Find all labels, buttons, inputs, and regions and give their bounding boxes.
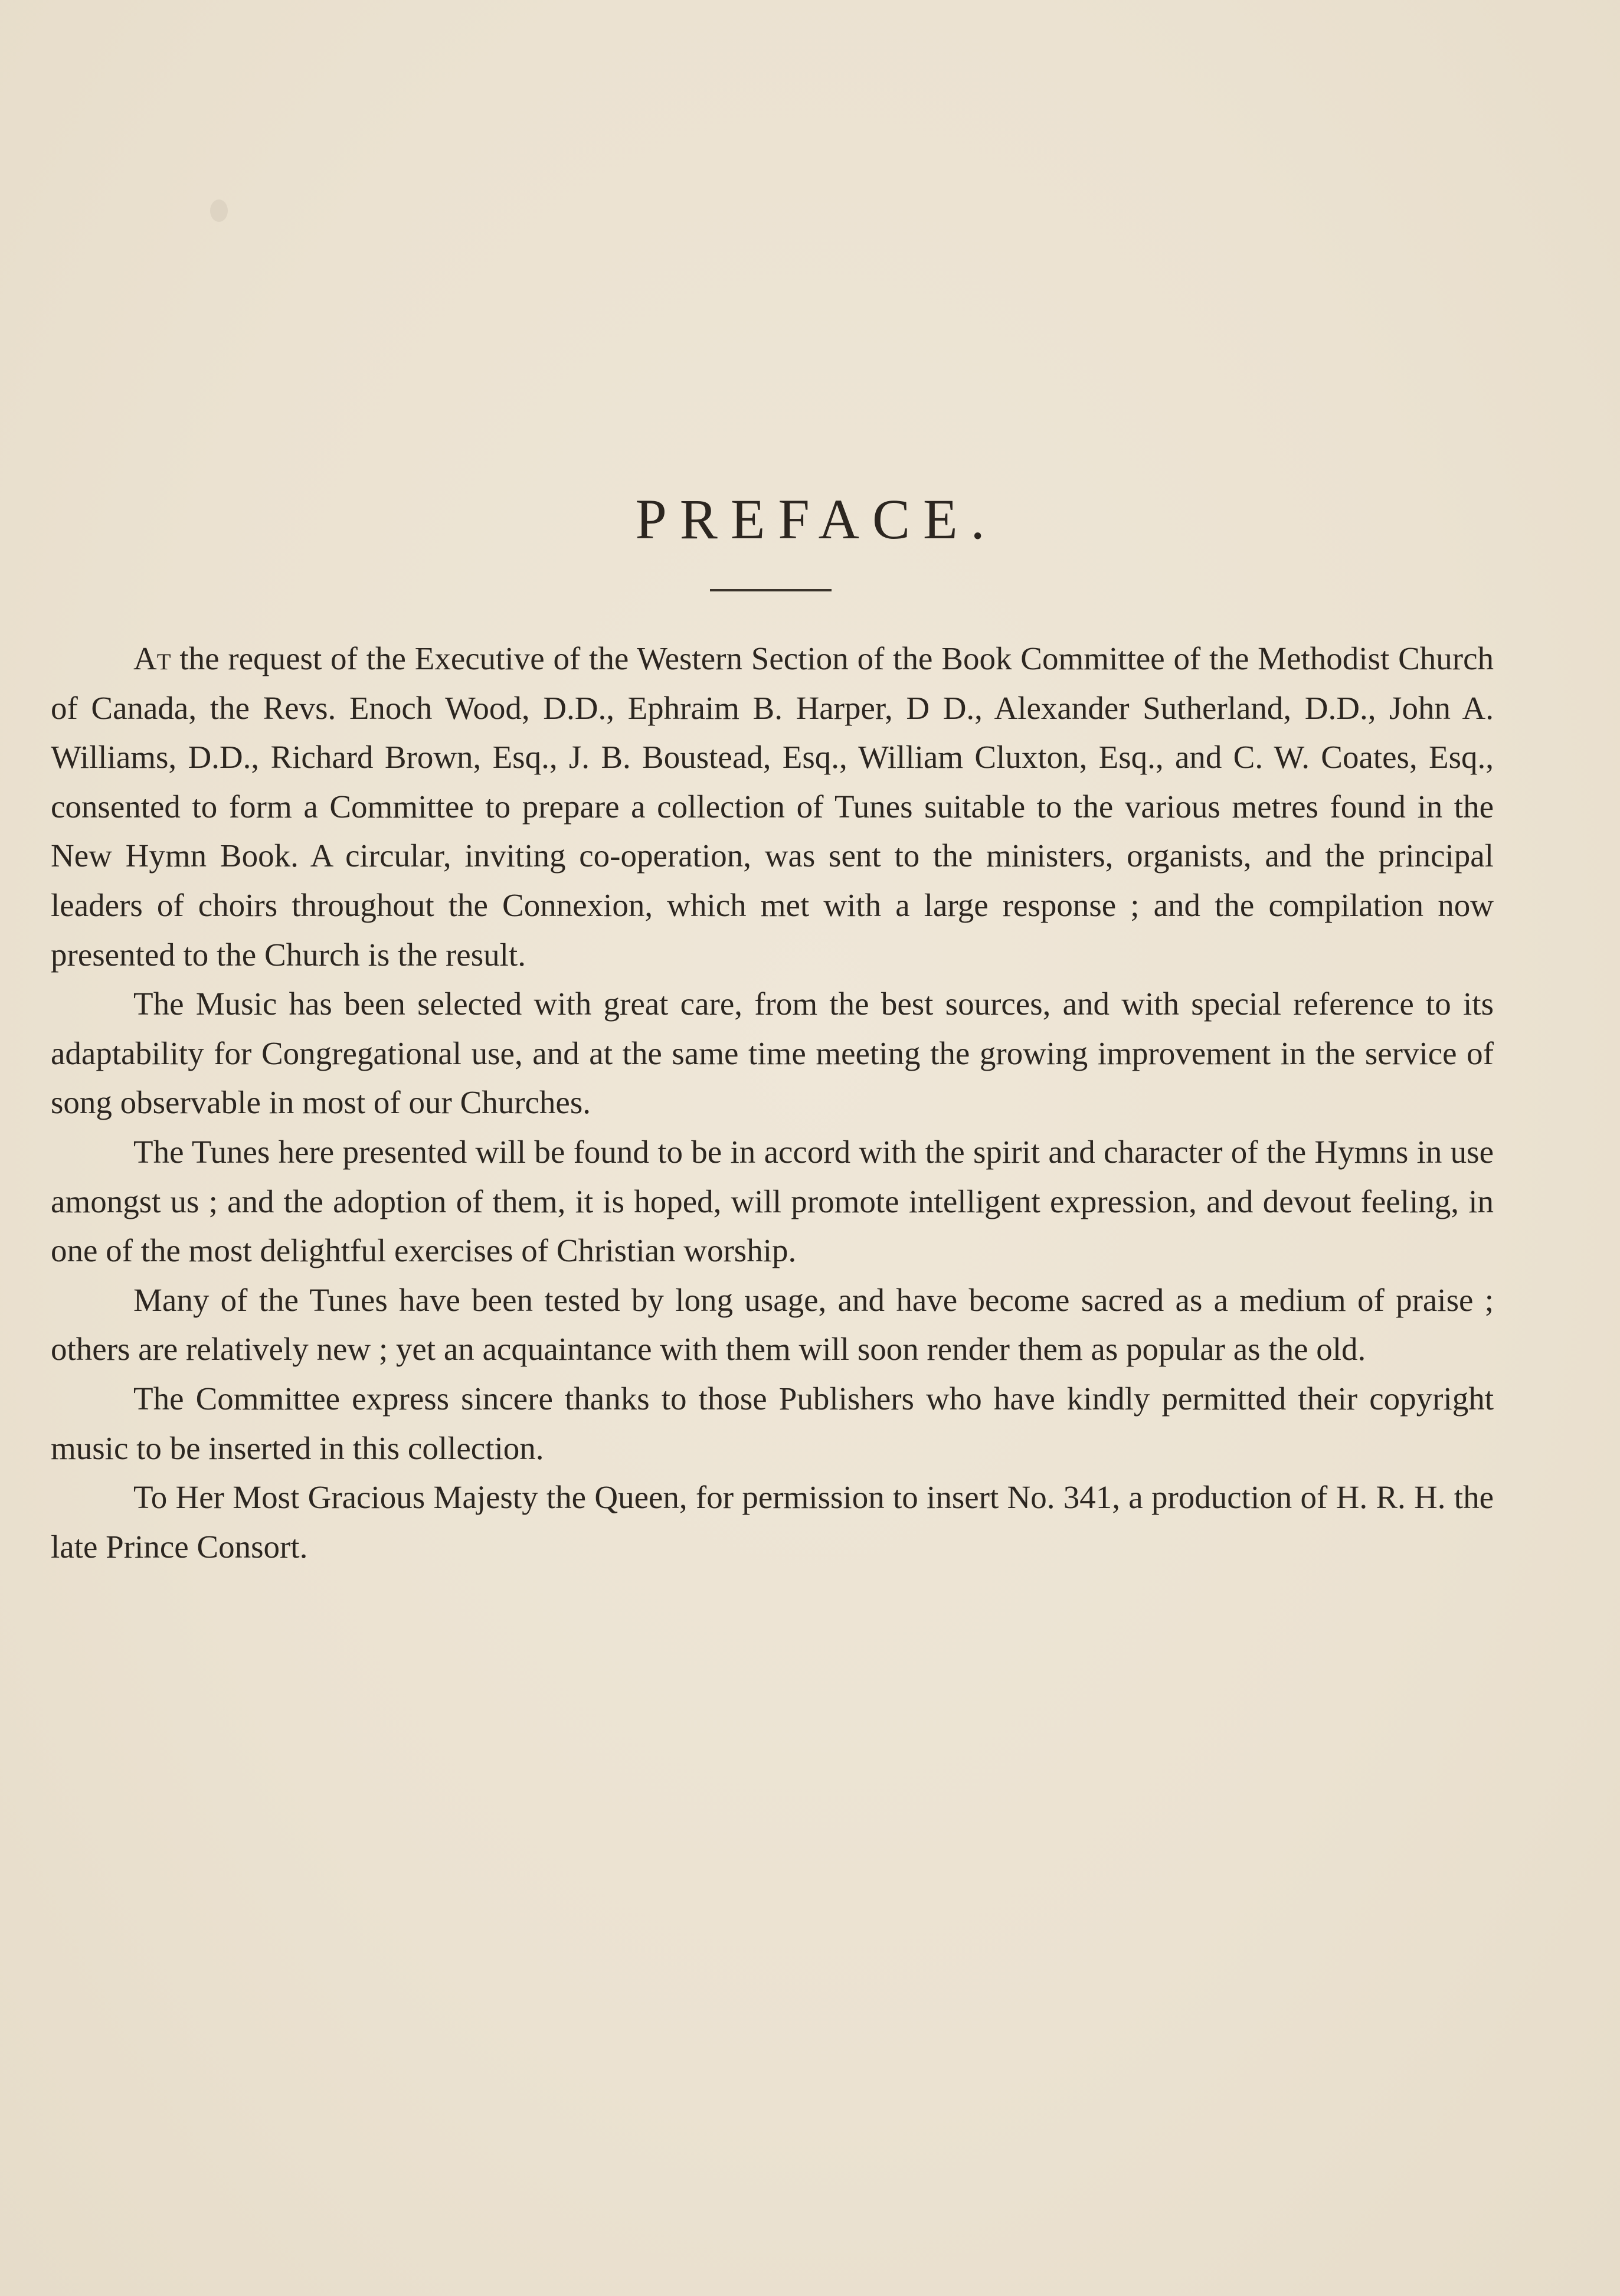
preface-body xyxy=(51,634,1494,1571)
page-title: PREFACE. xyxy=(635,488,998,551)
paragraph-3: The Tunes here presented will be found to be in accord with the spirit and character of the Hymns in use amongst us ; and the adoption of them, it is hoped, will promote intelligent expression, and devout feeling, in one of the most delightful exercises of Christian worship. xyxy=(51,1133,1494,1269)
paragraph-6: To Her Most Gracious Majesty the Queen, for permission to insert No. 341, a production of H. R. H. the late Prince Consort. xyxy=(51,1479,1494,1565)
paragraph-lead: At xyxy=(133,640,171,676)
paragraph-1 xyxy=(51,634,1494,979)
paragraph-2: The Music has been selected with great care, from the best sources, and with special reference to its adaptability for Congregational use, and at the same time meeting the growing improvement in the service of song observable in most of our Churches. xyxy=(51,986,1494,1121)
title-rule xyxy=(710,589,832,591)
paper-speck xyxy=(210,199,228,222)
paragraph-text: the request of the Executive of the Western Section of the Book Committee of the Methodist Church of Canada, the Revs. Enoch Wood, D.D., Ephraim B. Harper, D D., Alexander Sutherland, D.D., John A. Williams, D.D., Richard Brown, Esq., J. B. Boustead, Esq., William Cluxton, Esq., and C. W. Coates, Esq., consented to form a Committee to prepare a collection of Tunes suitable to the various metres found in the New Hymn Book. A circular, inviting co-operation, was sent to the ministers, organists, and the principal leaders of choirs throughout the Connexion, which met with a large response ; and the compilation now presented to the Church is the result. xyxy=(51,640,1494,973)
paragraph-4: Many of the Tunes have been tested by long usage, and have become sacred as a medium of praise ; others are relatively new ; yet an acquaintance with them will soon render them as popular as the old. xyxy=(51,1281,1494,1368)
paragraph-5: The Committee express sincere thanks to those Publishers who have kindly permitted their copyright music to be inserted in this collection. xyxy=(51,1380,1494,1466)
